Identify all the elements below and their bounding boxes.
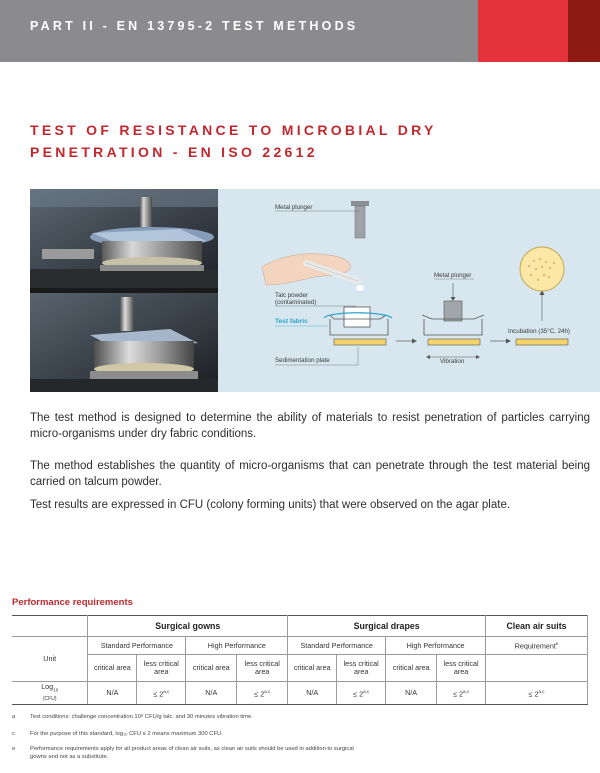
header-accent-dark [568, 0, 600, 62]
hand-illustration [262, 254, 350, 285]
page-title [30, 119, 570, 163]
header-surgical-drapes: Surgical drapes [288, 616, 486, 637]
row-label-log-cfu: Log$_{10}$ (CFU) [12, 682, 88, 705]
plunger-2 [444, 301, 462, 321]
cell-drapes-std-critical: N/A [288, 682, 337, 705]
cell-drapes-std-less-critical: ≤ $2^{a,c}$ [337, 682, 386, 705]
performance-table [12, 615, 588, 705]
header-requirement: Requirement$^e$ [486, 637, 588, 655]
footnote-e-text: Performance requirements apply for all product areas of clean air suits, as clean air suits should be used in addition to surgical gowns and not as a substitute. [30, 746, 354, 760]
header-drapes-high-less-critical: less critical area [437, 655, 486, 682]
label-test-fabric: Test fabric [275, 318, 308, 325]
cell-gowns-std-critical: N/A [88, 682, 137, 705]
label-talc-powder: Talc powder [275, 292, 309, 299]
page-title-line-1: TEST OF RESISTANCE TO MICROBIAL DRY [30, 122, 437, 138]
paragraph-method-quantity: The method establishes the quantity of micro-organisms that can penetrate through the test material being carried on talcum powder. [30, 460, 590, 488]
photo-apparatus-bottom [30, 293, 218, 392]
header-gowns-high: High Performance [186, 637, 288, 655]
cell-gowns-high-critical: N/A [186, 682, 237, 705]
header-gowns-std-less-critical: less critical area [137, 655, 186, 682]
label-metal-plunger-1: Metal plunger [275, 204, 313, 211]
footnote-c-text: For the purpose of this standard, log₁₀ CFU ≤ 2 means maximum 300 CFU. [30, 731, 223, 737]
sedimentation-plate-3 [516, 339, 568, 345]
performance-heading: Performance requirements [12, 597, 133, 608]
label-talc-powder-contaminated: (contaminated) [275, 299, 317, 306]
header-drapes-std-critical: critical area [288, 655, 337, 682]
header-drapes-standard: Standard Performance [288, 637, 386, 655]
header-gowns-high-critical: critical area [186, 655, 237, 682]
header-accent-red [478, 0, 568, 62]
header-drapes-high-critical: critical area [386, 655, 437, 682]
label-vibration: Vibration [440, 358, 465, 365]
header-surgical-gowns: Surgical gowns [88, 616, 288, 637]
sedimentation-plate-2 [428, 339, 480, 345]
test-diagram [218, 189, 600, 392]
paragraph-test-results: Test results are expressed in CFU (colony forming units) that were observed on the agar plate. [30, 499, 511, 511]
label-metal-plunger-2: Metal plunger [434, 272, 472, 279]
cell-drapes-high-critical: N/A [386, 682, 437, 705]
header-drapes-std-less-critical: less critical area [337, 655, 386, 682]
header-title: PART II - EN 13795-2 TEST METHODS [30, 19, 359, 33]
header-gowns-high-less-critical: less critical area [237, 655, 288, 682]
paragraph-method-purpose: The test method is designed to determine the ability of materials to resist penetration of particles carrying micro-organisms under dry fabric conditions. [30, 412, 590, 440]
photo-apparatus-top [30, 189, 218, 288]
header-unit: Unit [12, 637, 88, 682]
sedimentation-plate-1 [334, 339, 386, 345]
page-title-line-2: PENETRATION - EN ISO 22612 [30, 144, 318, 160]
label-sedimentation-plate: Sedimentation plate [275, 357, 330, 364]
plunger-1-head [351, 201, 369, 206]
header-suits-empty [486, 655, 588, 682]
petri-dish-illustration [520, 247, 564, 291]
header-drapes-high: High Performance [386, 637, 486, 655]
table-row [12, 682, 588, 705]
header-gowns-standard: Standard Performance [88, 637, 186, 655]
cell-gowns-high-less-critical: ≤ $2^{a,c}$ [237, 682, 288, 705]
table-corner [12, 616, 88, 637]
header-gowns-std-critical: critical area [88, 655, 137, 682]
header-clean-air-suits: Clean air suits [486, 616, 588, 637]
test-photos [30, 189, 218, 392]
cell-drapes-high-less-critical: ≤ $2^{a,c}$ [437, 682, 486, 705]
footnote-a-key: a [12, 714, 16, 720]
footnote-c-key: c [12, 731, 15, 737]
cell-gowns-std-less-critical: ≤ $2^{a,c}$ [137, 682, 186, 705]
footnote-a-text: Test conditions: challenge concentration 10⁸ CFU/g talc. and 30 minutes vibration time. [30, 714, 253, 720]
label-incubation: Incubation (35°C, 24h) [508, 328, 570, 335]
cell-suits-requirement: ≤ $2^{a,c}$ [486, 682, 588, 705]
footnote-e-key: e [12, 746, 16, 752]
